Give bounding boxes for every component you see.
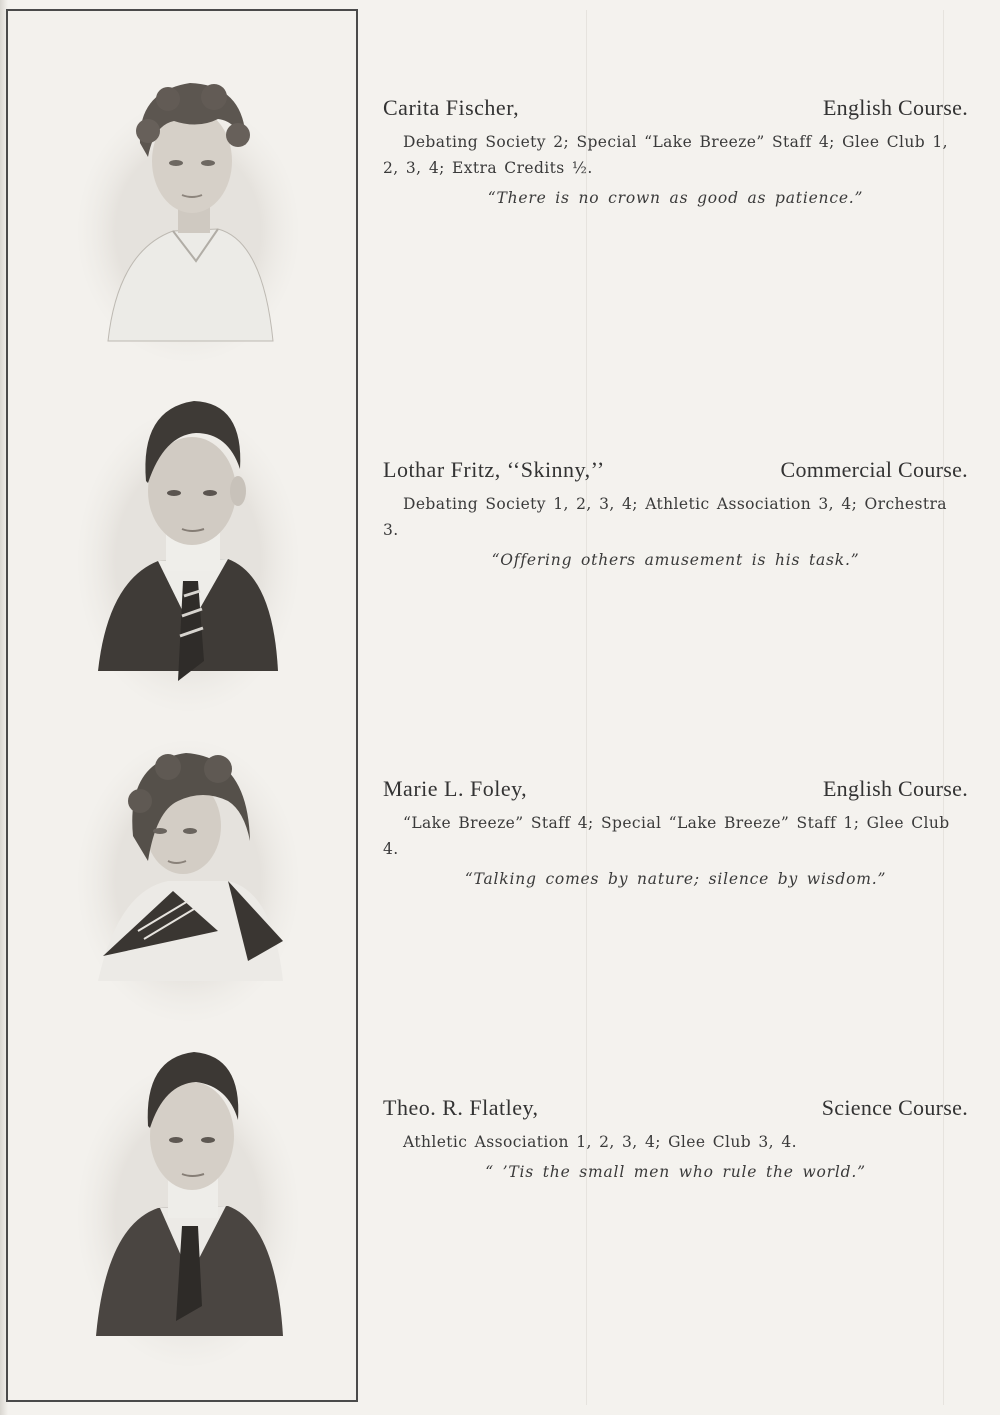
quote-text: “Talking comes by nature; silence by wisdom.” — [464, 870, 887, 888]
student-name: Lothar Fritz, ‘‘Skinny,’’ — [383, 457, 605, 482]
student-name: Theo. R. Flatley, — [383, 1095, 539, 1120]
student-name: Marie L. Foley, — [383, 776, 528, 801]
entry-theo-flatley — [383, 1095, 968, 1185]
activities-text: Debating Society 1, 2, 3, 4; Athletic Association 3, 4; Orchestra 3. — [383, 495, 947, 539]
entry-carita-fischer — [383, 95, 968, 211]
entry-header — [383, 95, 968, 125]
activities-text: “Lake Breeze” Staff 4; Special “Lake Breeze” Staff 1; Glee Club 4. — [383, 814, 950, 858]
quote-text: “There is no crown as good as patience.” — [487, 189, 864, 207]
quote-text: “Offering others amusement is his task.” — [491, 551, 860, 569]
photo-strip — [6, 9, 358, 1402]
activities-text: Athletic Association 1, 2, 3, 4; Glee Club 3, 4. — [403, 1133, 797, 1151]
entry-marie-foley — [383, 776, 968, 892]
entry-lothar-fritz — [383, 457, 968, 573]
entry-header — [383, 457, 968, 487]
bleed-through-frame — [586, 10, 944, 1405]
course-name: Commercial Course. — [780, 457, 968, 482]
entry-header — [383, 1095, 968, 1125]
entry-header — [383, 776, 968, 806]
student-name: Carita Fischer, — [383, 95, 520, 120]
portrait-carita-fischer — [78, 61, 298, 361]
course-name: Science Course. — [821, 1095, 968, 1120]
activities-text: Debating Society 2; Special “Lake Breeze” Staff 4; Glee Club 1, 2, 3, 4; Extra Credits ½. — [383, 133, 948, 177]
course-name: English Course. — [822, 95, 968, 120]
portrait-theo-flatley — [78, 1036, 298, 1366]
quote-text: “ ’Tis the small men who rule the world.” — [485, 1163, 866, 1181]
portrait-lothar-fritz — [78, 381, 298, 711]
course-name: English Course. — [822, 776, 968, 801]
portrait-marie-foley — [78, 731, 298, 1021]
